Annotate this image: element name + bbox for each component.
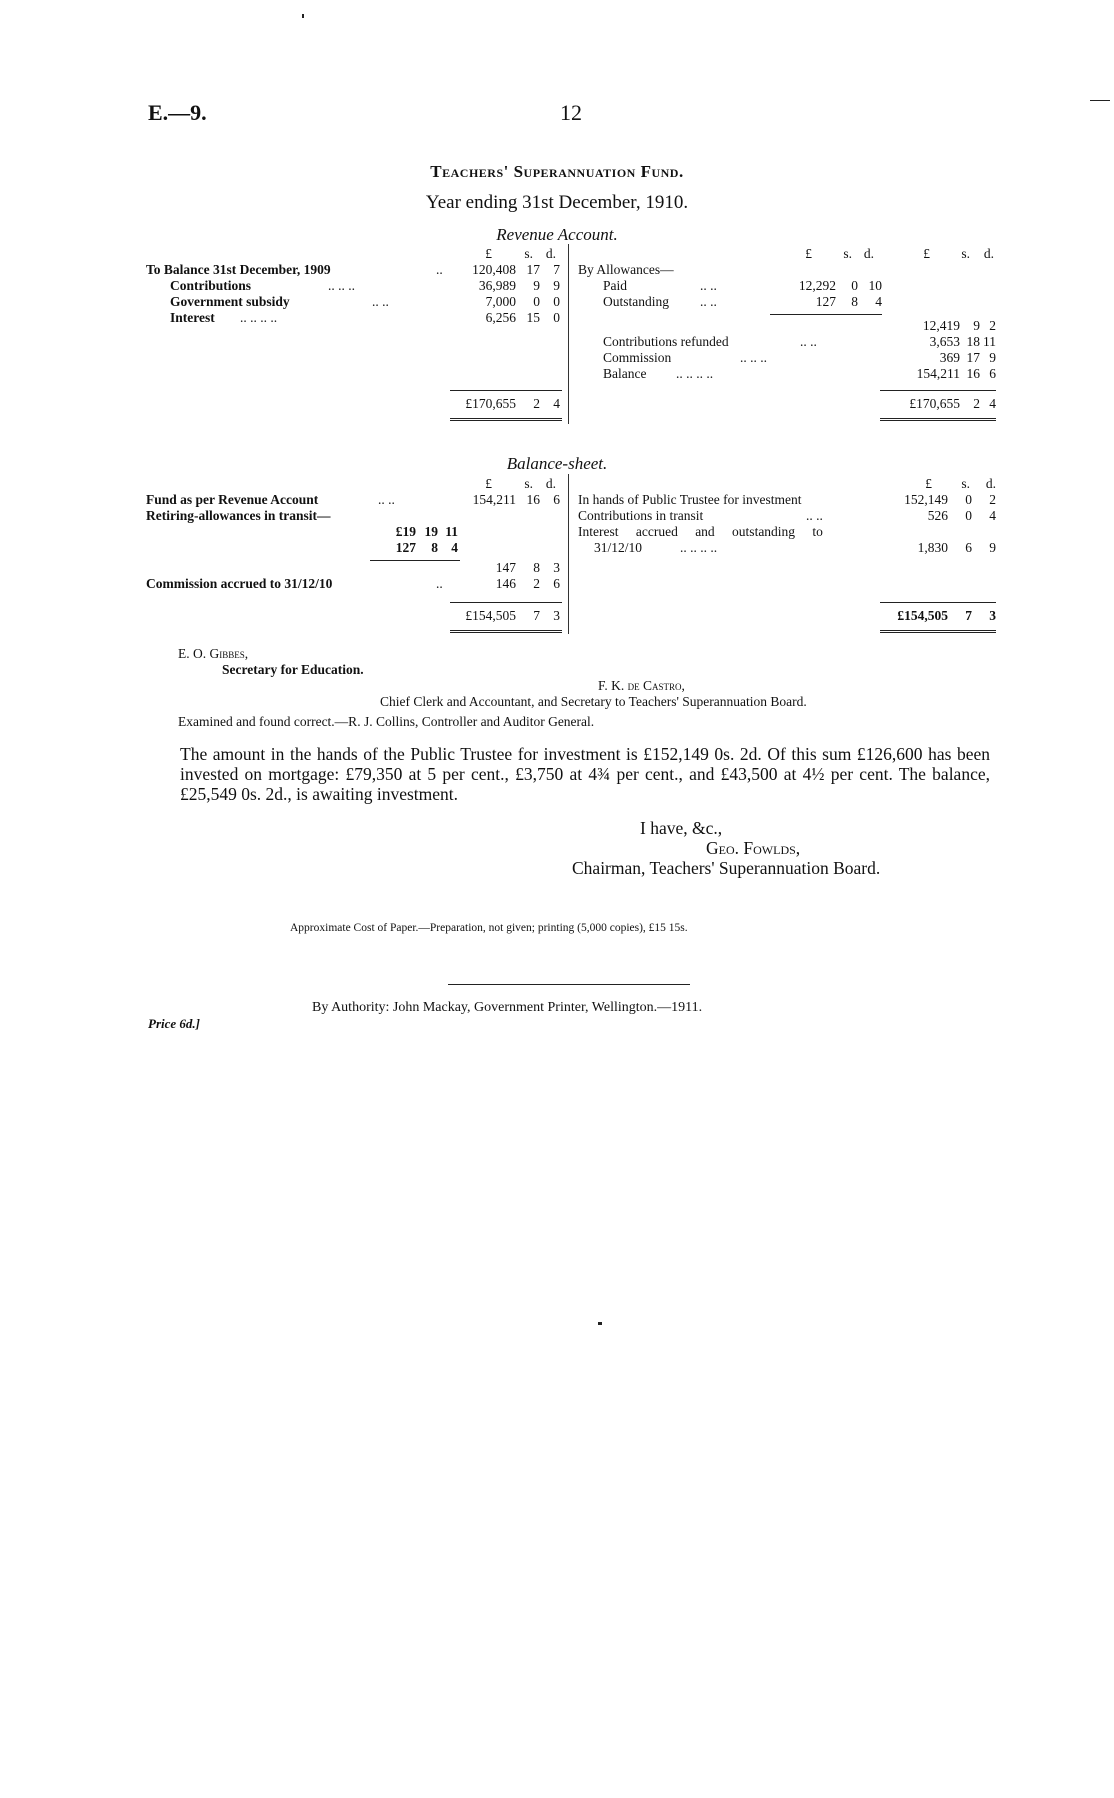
clerk-title: Chief Clerk and Accountant, and Secretary to Teachers' Superannuation Board. [380,694,807,709]
cost-line: Approximate Cost of Paper.—Preparation, not given; printing (5,000 copies), £15 15s. [290,922,688,934]
rev-debit-d-0: 7 [553,262,560,277]
rev-right-pence-head: d. [983,246,994,261]
bal-left-total-s: 7 [533,608,540,623]
bal-right-label-3b: 31/12/10 [594,540,643,555]
rev-credit-total-pounds: £170,655 [909,396,960,411]
bal-commission-label: Commission accrued to 31/12/10 [146,576,333,591]
bal-right-pence-head: d. [985,476,996,491]
bal-right-pounds-2: 526 [927,508,948,523]
bal-right-total-pounds: £154,505 [897,608,948,623]
rev-allowances-pounds: 12,419 [922,318,960,333]
closing-name: Geo. Fowlds, [706,838,801,858]
bal-retiring-sum-pounds: 147 [495,560,516,575]
rev-debit-label-0: To Balance 31st December, 1909 [146,262,331,277]
rev-credit-pounds-1: 369 [939,350,960,365]
bal-commission-pounds: 146 [495,576,516,591]
scan-speck [302,14,304,18]
rev-debit-label-2: Government subsidy [170,294,290,309]
bal-right-pounds-1: 152,149 [904,492,948,507]
rev-credit-sub-s-1: 8 [851,294,858,309]
rev-credit-by: By Allowances— [578,262,674,277]
bal-right-dots-2: .. .. [806,508,823,523]
bal-retiring-b-pounds: 127 [395,540,416,555]
closing-have: I have, &c., [640,818,723,838]
rev-credit-s-0: 18 [966,334,980,349]
price-label: Price 6d.] [148,1016,200,1031]
rev-debit-label-3: Interest [170,310,215,325]
bal-left-total-d: 3 [553,608,560,623]
rev-debit-total-pounds: £170,655 [465,396,516,411]
bal-right-total-s: 7 [965,608,972,623]
rev-mid-pound-head: £ [805,246,812,261]
rev-credit-label-0: Contributions refunded [603,334,729,349]
bal-fund-dots: .. .. [378,492,395,507]
balance-divider [568,474,569,634]
rev-credit-total-d: 4 [989,396,996,411]
bal-commission-s: 2 [533,576,540,591]
rev-credit-label-2: Balance [603,366,647,381]
bal-right-label-1: In hands of Public Trustee for investment [578,492,802,507]
rev-credit-dots-0: .. .. [800,334,817,349]
rev-left-shilling-head: s. [524,246,533,261]
secretary-title: Secretary for Education. [222,662,364,677]
bal-left-double-rule [450,630,562,633]
bal-right-pounds-3: 1,830 [917,540,948,555]
rev-debit-double-rule [450,418,562,421]
rev-allowances-d: 2 [989,318,996,333]
rev-right-shilling-head: s. [961,246,970,261]
bal-retiring-a-d: 11 [445,524,458,539]
bal-commission-dots: .. [436,576,443,591]
examined-line: Examined and found correct.—R. J. Collins, Controller and Auditor General. [178,714,595,729]
bal-fund-pounds: 154,211 [472,492,516,507]
bal-right-pound-head: £ [925,476,932,491]
bal-retiring-b-s: 8 [431,540,438,555]
rev-left-pound-head: £ [485,246,492,261]
bal-retiring-a-pounds: £19 [395,524,416,539]
rev-debit-d-1: 9 [553,278,560,293]
rev-debit-pounds-0: 120,408 [472,262,516,277]
revenue-divider [568,244,569,424]
bal-right-double-rule [880,630,996,633]
bal-fund-s: 16 [526,492,540,507]
rev-debit-d-2: 0 [553,294,560,309]
bal-left-pence-head: d. [545,476,556,491]
bal-fund-label: Fund as per Revenue Account [146,492,319,507]
bal-right-s-3: 6 [965,540,972,555]
rev-debit-pounds-3: 6,256 [485,310,516,325]
rev-mid-shilling-head: s. [843,246,852,261]
rev-credit-sub-pounds-0: 12,292 [798,278,836,293]
rev-credit-d-1: 9 [989,350,996,365]
secretary-name: E. O. Gibbes, [178,646,249,661]
bal-right-d-2: 4 [989,508,996,523]
rev-debit-dots-1: .. .. .. [328,278,355,293]
rev-credit-sub-dots-0: .. .. [700,278,717,293]
rev-credit-s-2: 16 [966,366,980,381]
rev-credit-dots-2: .. .. .. .. [676,366,714,381]
bal-fund-d: 6 [553,492,560,507]
bal-retiring-sum-s: 8 [533,560,540,575]
rev-allowances-s: 9 [973,318,980,333]
rev-credit-double-rule [880,418,996,421]
bal-left-pound-head: £ [485,476,492,491]
rev-debit-s-1: 9 [533,278,540,293]
rev-left-pence-head: d. [545,246,556,261]
report-reference: E.—9. [148,100,207,125]
rev-debit-d-3: 0 [553,310,560,325]
scan-speck [598,1322,602,1325]
rev-debit-s-3: 15 [526,310,540,325]
balance-heading: Balance-sheet. [506,454,608,473]
bal-left-rule [450,602,562,603]
rev-credit-dots-1: .. .. .. [740,350,767,365]
scan-speck [1090,100,1110,101]
authority-line: By Authority: John Mackay, Government Printer, Wellington.—1911. [312,1000,703,1015]
rev-credit-rule [880,390,996,391]
bal-right-d-3: 9 [989,540,996,555]
investment-paragraph: The amount in the hands of the Public Trustee for investment is £152,149 0s. 2d. Of this sum £126,600 has been invested on mortgage: £79,350 at 5 per cent., £3,750 at 4¾ per cent., and £43,500 at 4½ per cent. The balance, £25,549 0s. 2d., is awaiting investment. [180,744,990,804]
rev-debit-pounds-1: 36,989 [478,278,516,293]
rev-credit-d-0: 11 [983,334,996,349]
clerk-name: F. K. de Castro, [598,678,685,693]
rev-credit-sub-label-1: Outstanding [603,294,669,309]
closing-title: Chairman, Teachers' Superannuation Board. [572,858,881,878]
rev-credit-pounds-0: 3,653 [929,334,960,349]
rev-credit-pounds-2: 154,211 [916,366,960,381]
bal-right-label-2: Contributions in transit [578,508,704,523]
bal-left-total-pounds: £154,505 [465,608,516,623]
rev-credit-sub-pounds-1: 127 [815,294,836,309]
bal-commission-d: 6 [553,576,560,591]
rev-debit-s-2: 0 [533,294,540,309]
rev-right-pound-head: £ [923,246,930,261]
rev-credit-label-1: Commission [603,350,672,365]
revenue-heading: Revenue Account. [496,225,618,244]
rev-debit-label-1: Contributions [170,278,252,293]
bal-retiring-label: Retiring-allowances in transit— [146,508,331,523]
rev-credit-sub-d-0: 10 [868,278,882,293]
rev-credit-sub-s-0: 0 [851,278,858,293]
page-number: 12 [560,100,582,125]
rev-debit-total-d: 4 [553,396,560,411]
bal-retiring-sum-d: 3 [553,560,560,575]
bal-right-label-3: Interest accrued and outstanding to [578,524,823,539]
bal-right-rule [880,602,996,603]
document-subtitle: Year ending 31st December, 1910. [425,192,689,213]
document-title: Teachers' Superannuation Fund. [430,162,684,181]
rev-debit-s-0: 17 [526,262,540,277]
rev-debit-dots-2: .. .. [372,294,389,309]
bal-right-total-d: 3 [989,608,996,623]
bal-right-s-2: 0 [965,508,972,523]
rev-credit-sub-d-1: 4 [875,294,882,309]
rev-debit-rule [450,390,562,391]
rev-credit-total-s: 2 [973,396,980,411]
bal-right-shilling-head: s. [961,476,970,491]
rev-credit-d-2: 6 [989,366,996,381]
bal-left-shilling-head: s. [524,476,533,491]
bal-right-dots-3: .. .. .. .. [680,540,718,555]
bal-retiring-b-d: 4 [451,540,458,555]
bal-right-d-1: 2 [989,492,996,507]
rev-credit-sub-dots-1: .. .. [700,294,717,309]
footer-rule [448,984,690,985]
rev-credit-sub-rule [770,314,882,315]
bal-retiring-a-s: 19 [424,524,438,539]
rev-credit-s-1: 17 [966,350,980,365]
rev-debit-dots-0: .. [436,262,443,277]
bal-right-s-1: 0 [965,492,972,507]
rev-debit-dots-3: .. .. .. .. [240,310,278,325]
rev-debit-pounds-2: 7,000 [485,294,516,309]
rev-credit-sub-label-0: Paid [603,278,628,293]
rev-debit-total-s: 2 [533,396,540,411]
rev-mid-pence-head: d. [863,246,874,261]
